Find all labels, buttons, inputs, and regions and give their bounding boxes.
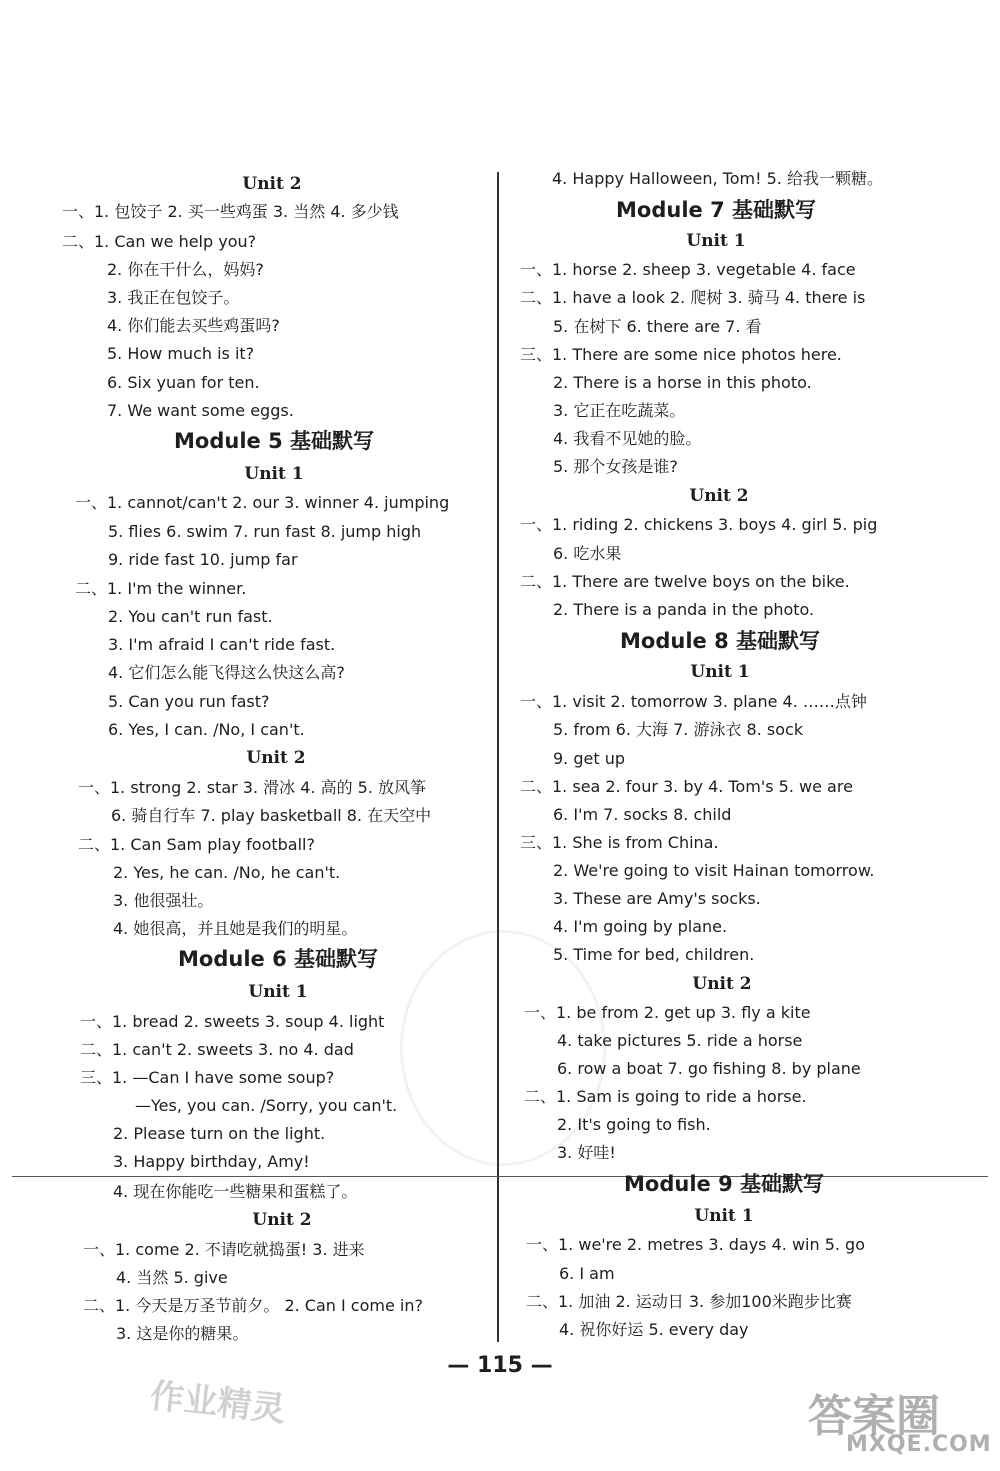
answer-line: 4. take pictures 5. ride a horse: [557, 1031, 803, 1050]
answer-line: 3. These are Amy's socks.: [553, 889, 761, 908]
answer-line: 4. 它们怎么能飞得这么快这么高?: [108, 663, 345, 682]
answer-line: 2. You can't run fast.: [108, 607, 273, 626]
answer-line: 5. Can you run fast?: [108, 692, 270, 711]
answer-line: 3. 好哇!: [557, 1143, 616, 1162]
answer-line: 2. There is a panda in the photo.: [553, 600, 815, 619]
answer-line: 一、1. bread 2. sweets 3. soup 4. light: [80, 1012, 385, 1031]
answer-line: 2. It's going to fish.: [557, 1115, 711, 1134]
answer-line: 二、1. sea 2. four 3. by 4. Tom's 5. we are: [520, 777, 853, 796]
answer-line: 6. row a boat 7. go fishing 8. by plane: [557, 1059, 861, 1078]
unit-heading: Unit 1: [686, 231, 746, 251]
answer-line: 4. Happy Halloween, Tom! 5. 给我一颗糖。: [552, 169, 883, 188]
answer-line: 二、1. Can we help you?: [62, 232, 257, 251]
answer-line: 一、1. we're 2. metres 3. days 4. win 5. go: [526, 1235, 865, 1254]
unit-heading: Unit 1: [248, 982, 308, 1002]
answer-line: 6. Six yuan for ten.: [107, 373, 260, 392]
answer-line: 4. 你们能去买些鸡蛋吗?: [107, 316, 280, 335]
unit-heading: Unit 2: [242, 174, 302, 194]
unit-heading: Unit 2: [689, 486, 749, 506]
module-heading: Module 5 基础默写: [174, 429, 374, 453]
answer-line: 二、1. can't 2. sweets 3. no 4. dad: [80, 1040, 354, 1059]
answer-line: 4. 我看不见她的脸。: [553, 429, 702, 448]
module-heading: Module 6 基础默写: [178, 947, 378, 971]
answer-line: 三、1. There are some nice photos here.: [520, 345, 842, 364]
answer-line: 二、1. 今天是万圣节前夕。 2. Can I come in?: [83, 1296, 423, 1315]
answer-line: 一、1. strong 2. star 3. 滑冰 4. 高的 5. 放风筝: [78, 778, 427, 797]
answer-line: 5. 在树下 6. there are 7. 看: [553, 317, 762, 336]
answer-line: 2. Yes, he can. /No, he can't.: [113, 863, 341, 882]
answer-line: 4. 当然 5. give: [116, 1268, 228, 1287]
watermark-url: MXQE.COM: [846, 1432, 992, 1457]
answer-line: 6. I'm 7. socks 8. child: [553, 805, 732, 824]
horizontal-rule: [12, 1176, 988, 1177]
answer-line: 一、1. cannot/can't 2. our 3. winner 4. jumping: [75, 493, 450, 512]
answer-line: 4. 祝你好运 5. every day: [559, 1320, 749, 1339]
answer-line: 6. Yes, I can. /No, I can't.: [108, 720, 305, 739]
answer-line: 二、1. have a look 2. 爬树 3. 骑马 4. there is: [520, 288, 866, 307]
answer-line: 4. I'm going by plane.: [553, 917, 728, 936]
answer-line: 二、1. I'm the winner.: [75, 579, 247, 598]
answer-line: 2. There is a horse in this photo.: [553, 373, 812, 392]
answer-line: 3. 这是你的糖果。: [116, 1324, 249, 1343]
unit-heading: Unit 1: [244, 464, 304, 484]
answer-line: 9. ride fast 10. jump far: [108, 550, 298, 569]
answer-line: 二、1. Can Sam play football?: [78, 835, 315, 854]
answer-line: 一、1. 包饺子 2. 买一些鸡蛋 3. 当然 4. 多少钱: [62, 202, 399, 221]
column-divider: [497, 172, 499, 1342]
unit-heading: Unit 1: [690, 662, 750, 682]
answer-line: —Yes, you can. /Sorry, you can't.: [135, 1096, 398, 1115]
answer-line: 6. I am: [559, 1264, 615, 1283]
answer-line: 三、1. —Can I have some soup?: [80, 1068, 335, 1087]
answer-line: 二、1. Sam is going to ride a horse.: [524, 1087, 807, 1106]
answer-line: 3. 他很强壮。: [113, 891, 214, 910]
answer-line: 5. How much is it?: [107, 344, 255, 363]
page-number: — 115 —: [447, 1353, 553, 1378]
answer-line: 5. 那个女孩是谁?: [553, 457, 678, 476]
answer-line: 5. flies 6. swim 7. run fast 8. jump high: [108, 522, 422, 541]
answer-line: 3. 我正在包饺子。: [107, 288, 240, 307]
answer-line: 三、1. She is from China.: [520, 833, 719, 852]
unit-heading: Unit 1: [694, 1206, 754, 1226]
watermark-text: 作业精灵: [147, 1375, 288, 1430]
answer-line: 5. from 6. 大海 7. 游泳衣 8. sock: [553, 720, 804, 739]
answer-line: 一、1. come 2. 不请吃就捣蛋! 3. 进来: [83, 1240, 365, 1259]
answer-line: 6. 骑自行车 7. play basketball 8. 在天空中: [111, 806, 432, 825]
answer-line: 4. 现在你能吃一些糖果和蛋糕了。: [113, 1182, 358, 1201]
answer-line: 6. 吃水果: [553, 544, 622, 563]
answer-line: 2. Please turn on the light.: [113, 1124, 326, 1143]
unit-heading: Unit 2: [252, 1210, 312, 1230]
module-heading: Module 9 基础默写: [624, 1172, 824, 1196]
module-heading: Module 7 基础默写: [616, 198, 816, 222]
answer-line: 9. get up: [553, 749, 626, 768]
answer-line: 5. Time for bed, children.: [553, 945, 755, 964]
module-heading: Module 8 基础默写: [620, 629, 820, 653]
answer-line: 3. 它正在吃蔬菜。: [553, 401, 686, 420]
watermark-logo: 答案圈: [808, 1391, 940, 1442]
answer-line: 2. We're going to visit Hainan tomorrow.: [553, 861, 875, 880]
answer-line: 4. 她很高，并且她是我们的明星。: [113, 919, 358, 938]
answer-line: 3. I'm afraid I can't ride fast.: [108, 635, 336, 654]
answer-line: 二、1. 加油 2. 运动日 3. 参加100米跑步比赛: [526, 1292, 852, 1311]
answer-line: 一、1. riding 2. chickens 3. boys 4. girl 5. pig: [520, 515, 878, 534]
answer-line: 7. We want some eggs.: [107, 401, 294, 420]
answer-line: 2. 你在干什么，妈妈?: [107, 260, 264, 279]
answer-line: 3. Happy birthday, Amy!: [113, 1152, 310, 1171]
answer-line: 一、1. visit 2. tomorrow 3. plane 4. ……点钟: [520, 692, 867, 711]
unit-heading: Unit 2: [692, 974, 752, 994]
answer-line: 一、1. horse 2. sheep 3. vegetable 4. face: [520, 260, 856, 279]
answer-line: 一、1. be from 2. get up 3. fly a kite: [524, 1003, 811, 1022]
unit-heading: Unit 2: [246, 748, 306, 768]
answer-line: 二、1. There are twelve boys on the bike.: [520, 572, 850, 591]
